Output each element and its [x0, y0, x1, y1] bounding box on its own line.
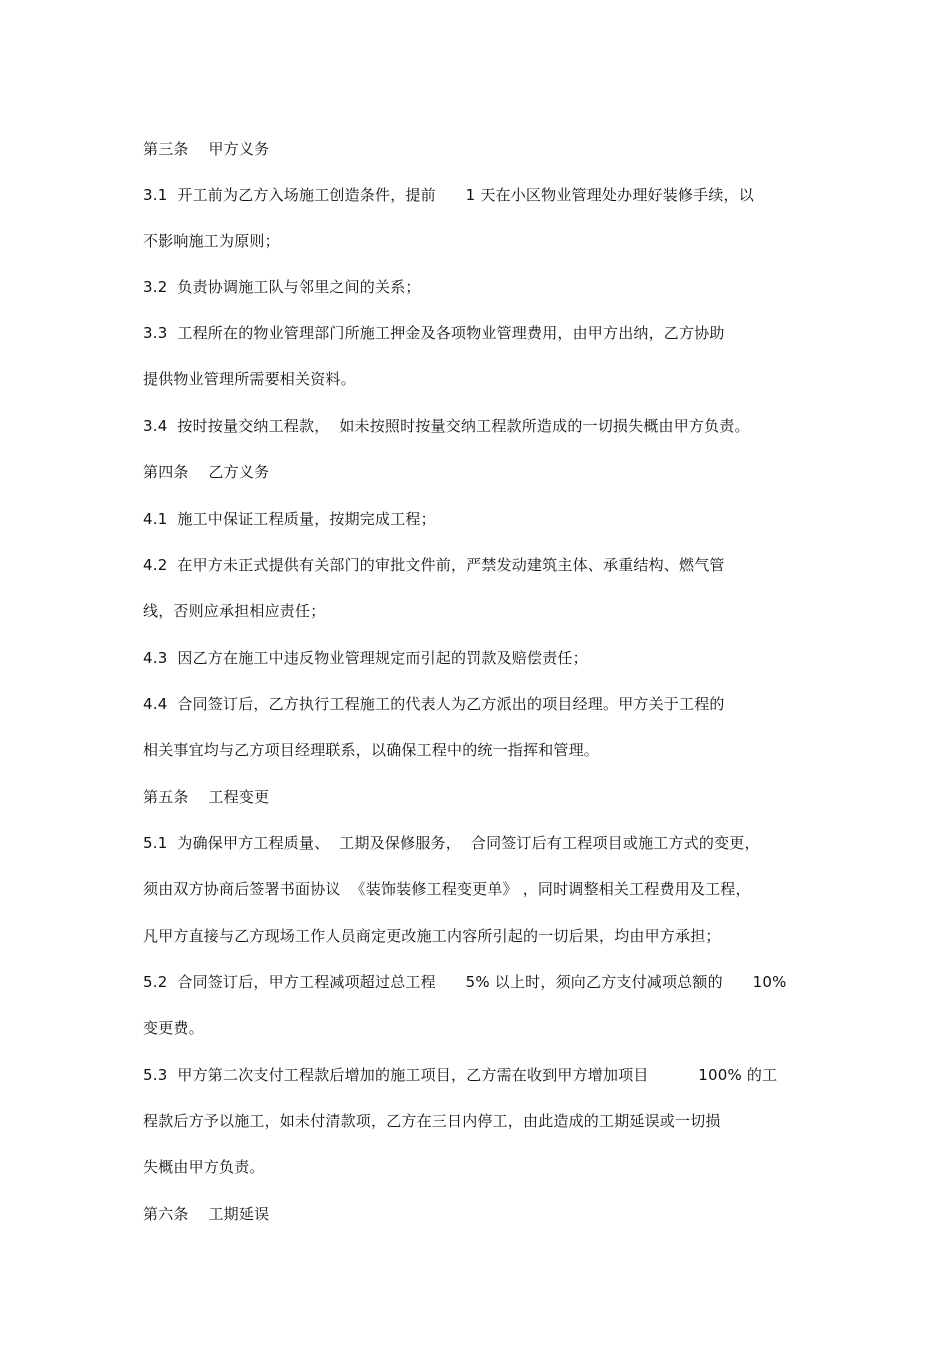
clause-3-4: 3.4 按时按量交纳工程款， 如未按照时按量交纳工程款所造成的一切损失概由甲方负责。 [143, 417, 750, 435]
clause-5-3-line-2: 程款后方予以施工，如未付清款项，乙方在三日内停工，由此造成的工期延误或一切损 [143, 1112, 721, 1130]
clause-3-1-line-1: 3.1 开工前为乙方入场施工创造条件，提前 1 天在小区物业管理处办理好装修手续，以 [143, 186, 754, 204]
clause-5-3-line-1: 5.3 甲方第二次支付工程款后增加的施工项目，乙方需在收到甲方增加项目 100% 的工 [143, 1066, 778, 1084]
clause-5-1-line-1: 5.1 为确保甲方工程质量、 工期及保修服务， 合同签订后有工程项目或施工方式的变更， [143, 834, 760, 852]
clause-3-1-line-2: 不影响施工为原则； [143, 232, 280, 250]
clause-3-2: 3.2 负责协调施工队与邻里之间的关系； [143, 278, 421, 296]
clause-4-4-line-1: 4.4 合同签订后，乙方执行工程施工的代表人为乙方派出的项目经理。甲方关于工程的 [143, 695, 725, 713]
article-6-heading: 第六条 工期延误 [143, 1205, 270, 1223]
clause-5-1-line-3: 凡甲方直接与乙方现场工作人员商定更改施工内容所引起的一切后果，均由甲方承担； [143, 927, 721, 945]
clause-3-3-line-1: 3.3 工程所在的物业管理部门所施工押金及各项物业管理费用，由甲方出纳，乙方协助 [143, 324, 725, 342]
clause-5-2-line-1: 5.2 合同签订后，甲方工程减项超过总工程 5% 以上时，须向乙方支付减项总额的 10% [143, 973, 787, 991]
clause-5-2-line-2: 变更费。 [143, 1019, 204, 1037]
clause-4-3: 4.3 因乙方在施工中违反物业管理规定而引起的罚款及赔偿责任； [143, 649, 588, 667]
clause-4-2-line-1: 4.2 在甲方未正式提供有关部门的审批文件前，严禁发动建筑主体、承重结构、燃气管 [143, 556, 725, 574]
clause-4-4-line-2: 相关事宜均与乙方项目经理联系，以确保工程中的统一指挥和管理。 [143, 741, 600, 759]
clause-4-1: 4.1 施工中保证工程质量，按期完成工程； [143, 510, 436, 528]
clause-3-3-line-2: 提供物业管理所需要相关资料。 [143, 370, 356, 388]
clause-4-2-line-2: 线，否则应承担相应责任； [143, 602, 326, 620]
clause-5-1-line-2: 须由双方协商后签署书面协议 《装饰装修工程变更单》 ，同时调整相关工程费用及工程， [143, 880, 751, 898]
article-5-heading: 第五条 工程变更 [143, 788, 270, 806]
article-3-heading: 第三条 甲方义务 [143, 140, 270, 158]
clause-5-3-line-3: 失概由甲方负责。 [143, 1158, 265, 1176]
article-4-heading: 第四条 乙方义务 [143, 463, 270, 481]
